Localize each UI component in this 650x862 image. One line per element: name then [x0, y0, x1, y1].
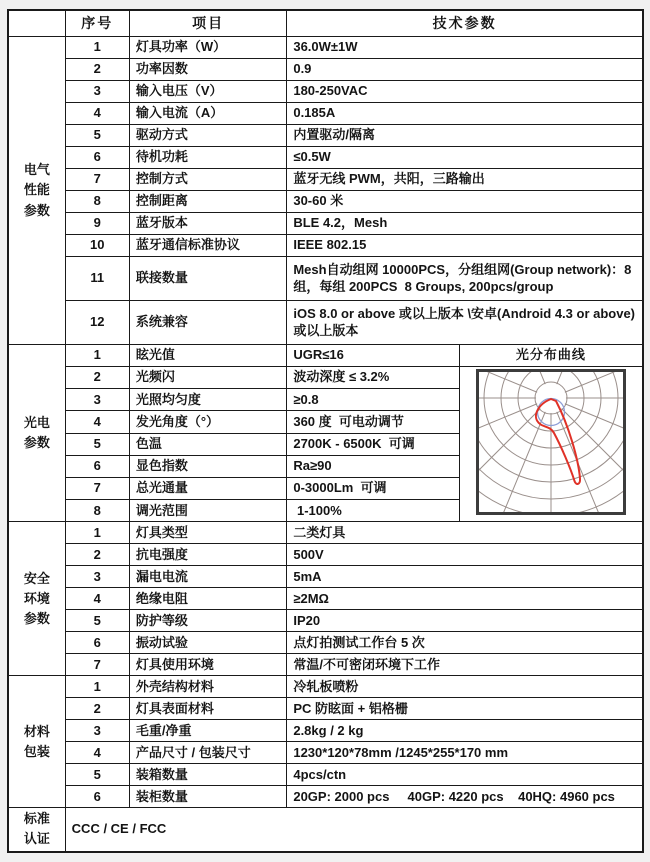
item-cell: 系统兼容 [129, 301, 286, 345]
table-row [8, 125, 643, 147]
seq-cell: 2 [65, 544, 129, 566]
table-row-certification [8, 808, 643, 852]
group-label-safety [8, 522, 65, 676]
item-cell: 眩光值 [129, 345, 286, 367]
param-cell: IP20 [287, 610, 643, 632]
group-label-line: 安全 [23, 570, 50, 586]
seq-cell: 11 [65, 257, 129, 301]
table-row [8, 59, 643, 81]
group-label-line: 材料 [23, 723, 50, 739]
group-label-line: 认证 [23, 831, 50, 847]
group-label-line: 包装 [23, 743, 50, 759]
seq-cell: 4 [65, 588, 129, 610]
light-distribution-curve-diagram [475, 368, 627, 516]
table-row [8, 147, 643, 169]
item-cell: 振动试验 [129, 632, 286, 654]
param-cell: 二类灯具 [287, 522, 643, 544]
group-label-material [8, 676, 65, 808]
item-cell: 色温 [129, 433, 286, 455]
group-label-certification [8, 808, 65, 852]
table-row [8, 764, 643, 786]
item-cell: 联接数量 [129, 257, 286, 301]
group-label-line: 标准 [23, 811, 50, 827]
item-cell: 控制方式 [129, 169, 286, 191]
table-row [8, 588, 643, 610]
seq-cell: 10 [65, 235, 129, 257]
param-cell: 4pcs/ctn [287, 764, 643, 786]
item-cell: 绝缘电阻 [129, 588, 286, 610]
item-cell: 灯具表面材料 [129, 698, 286, 720]
param-cell: 点灯拍测试工作台 5 次 [287, 632, 643, 654]
param-cell: ≤0.5W [287, 147, 643, 169]
seq-cell: 3 [65, 389, 129, 411]
group-label-line: 光电 [23, 414, 50, 430]
item-cell: 发光角度（°） [129, 411, 286, 433]
table-row [8, 698, 643, 720]
param-cell: 30-60 米 [287, 191, 643, 213]
seq-cell: 4 [65, 742, 129, 764]
seq-cell: 5 [65, 610, 129, 632]
seq-cell: 5 [65, 125, 129, 147]
group-label-line: 电气 [23, 162, 50, 178]
param-cell: Ra≥90 [287, 455, 460, 477]
item-cell: 漏电电流 [129, 566, 286, 588]
table-row [8, 654, 643, 676]
table-row [8, 676, 643, 698]
group-label-line: 参数 [23, 202, 50, 218]
table-row [8, 213, 643, 235]
table-header-row [8, 10, 643, 37]
item-cell: 总光通量 [129, 477, 286, 499]
item-cell: 外壳结构材料 [129, 676, 286, 698]
table-row [8, 191, 643, 213]
light-curve-title: 光分布曲线 [459, 345, 643, 367]
param-cell: 1230*120*78mm /1245*255*170 mm [287, 742, 643, 764]
param-cell: iOS 8.0 or above 或以上版本 \安卓(Android 4.3 or above)或以上版本 [287, 301, 643, 345]
group-label-line: 参数 [23, 435, 50, 451]
table-row [8, 235, 643, 257]
item-cell: 驱动方式 [129, 125, 286, 147]
item-cell: 控制距离 [129, 191, 286, 213]
seq-cell: 7 [65, 169, 129, 191]
group-label-line: 环境 [23, 590, 50, 606]
param-cell: 500V [287, 544, 643, 566]
param-cell: ≥2MΩ [287, 588, 643, 610]
param-cell: 蓝牙无线 PWM，共阳，三路输出 [287, 169, 643, 191]
param-cell: 360 度 可电动调节 [287, 411, 460, 433]
item-cell: 灯具类型 [129, 522, 286, 544]
param-cell: PC 防眩面 + 铝格栅 [287, 698, 643, 720]
item-cell: 产品尺寸 / 包装尺寸 [129, 742, 286, 764]
seq-cell: 1 [65, 345, 129, 367]
seq-cell: 2 [65, 698, 129, 720]
item-cell: 光频闪 [129, 367, 286, 389]
spec-table [7, 9, 644, 853]
certification-value-cell: CCC / CE / FCC [65, 808, 643, 852]
seq-cell: 7 [65, 654, 129, 676]
table-row [8, 566, 643, 588]
header-col-no: 序号 [65, 10, 129, 37]
seq-cell: 2 [65, 59, 129, 81]
param-cell: 0-3000Lm 可调 [287, 477, 460, 499]
seq-cell: 4 [65, 411, 129, 433]
seq-cell: 7 [65, 477, 129, 499]
seq-cell: 6 [65, 455, 129, 477]
seq-cell: 8 [65, 500, 129, 522]
table-row [8, 632, 643, 654]
seq-cell: 3 [65, 720, 129, 742]
item-cell: 装箱数量 [129, 764, 286, 786]
param-cell: 1-100% [287, 500, 460, 522]
param-cell: 0.185A [287, 103, 643, 125]
param-cell: 180-250VAC [287, 81, 643, 103]
param-cell: Mesh自动组网 10000PCS，分组组网(Group network)：8 组，每组 200PCS 8 Groups, 200pcs/group [287, 257, 643, 301]
table-row [8, 81, 643, 103]
item-cell: 显色指数 [129, 455, 286, 477]
param-cell: UGR≤16 [287, 345, 460, 367]
param-cell: 5mA [287, 566, 643, 588]
table-row [8, 169, 643, 191]
table-row [8, 301, 643, 345]
table-row [8, 103, 643, 125]
seq-cell: 12 [65, 301, 129, 345]
seq-cell: 8 [65, 191, 129, 213]
table-row [8, 367, 643, 389]
item-cell: 输入电流（A） [129, 103, 286, 125]
item-cell: 装柜数量 [129, 786, 286, 808]
seq-cell: 3 [65, 566, 129, 588]
header-col-item: 项目 [129, 10, 286, 37]
item-cell: 调光范围 [129, 500, 286, 522]
item-cell: 输入电压（V） [129, 81, 286, 103]
param-cell: 2700K - 6500K 可调 [287, 433, 460, 455]
group-label-electrical [8, 37, 65, 345]
light-distribution-curve [459, 367, 643, 522]
param-cell: 2.8kg / 2 kg [287, 720, 643, 742]
param-cell: IEEE 802.15 [287, 235, 643, 257]
group-label-line: 参数 [23, 610, 50, 626]
group-label-photoelectric [8, 345, 65, 522]
param-cell: 常温/不可密闭环境下工作 [287, 654, 643, 676]
header-col-param: 技术参数 [287, 10, 643, 37]
table-row [8, 610, 643, 632]
table-row [8, 720, 643, 742]
param-cell: 0.9 [287, 59, 643, 81]
seq-cell: 6 [65, 786, 129, 808]
param-cell: 36.0W±1W [287, 37, 643, 59]
item-cell: 毛重/净重 [129, 720, 286, 742]
seq-cell: 1 [65, 676, 129, 698]
param-cell: 波动深度 ≤ 3.2% [287, 367, 460, 389]
item-cell: 灯具功率（W） [129, 37, 286, 59]
seq-cell: 1 [65, 522, 129, 544]
param-cell: BLE 4.2，Mesh [287, 213, 643, 235]
table-row [8, 257, 643, 301]
seq-cell: 6 [65, 632, 129, 654]
table-row [8, 786, 643, 808]
item-cell: 防护等级 [129, 610, 286, 632]
seq-cell: 6 [65, 147, 129, 169]
table-row [8, 345, 643, 367]
seq-cell: 3 [65, 81, 129, 103]
seq-cell: 2 [65, 367, 129, 389]
item-cell: 功率因数 [129, 59, 286, 81]
param-cell: 内置驱动/隔离 [287, 125, 643, 147]
item-cell: 待机功耗 [129, 147, 286, 169]
item-cell: 抗电强度 [129, 544, 286, 566]
table-row [8, 544, 643, 566]
seq-cell: 5 [65, 764, 129, 786]
seq-cell: 5 [65, 433, 129, 455]
group-label-line: 性能 [23, 182, 50, 198]
seq-cell: 4 [65, 103, 129, 125]
header-empty-cell [8, 10, 65, 37]
item-cell: 蓝牙版本 [129, 213, 286, 235]
table-row [8, 742, 643, 764]
item-cell: 灯具使用环境 [129, 654, 286, 676]
seq-cell: 1 [65, 37, 129, 59]
table-row [8, 522, 643, 544]
item-cell: 蓝牙通信标准协议 [129, 235, 286, 257]
item-cell: 光照均匀度 [129, 389, 286, 411]
table-row [8, 37, 643, 59]
param-cell: ≥0.8 [287, 389, 460, 411]
param-cell: 冷轧板喷粉 [287, 676, 643, 698]
param-cell: 20GP: 2000 pcs 40GP: 4220 pcs 40HQ: 4960 pcs [287, 786, 643, 808]
seq-cell: 9 [65, 213, 129, 235]
